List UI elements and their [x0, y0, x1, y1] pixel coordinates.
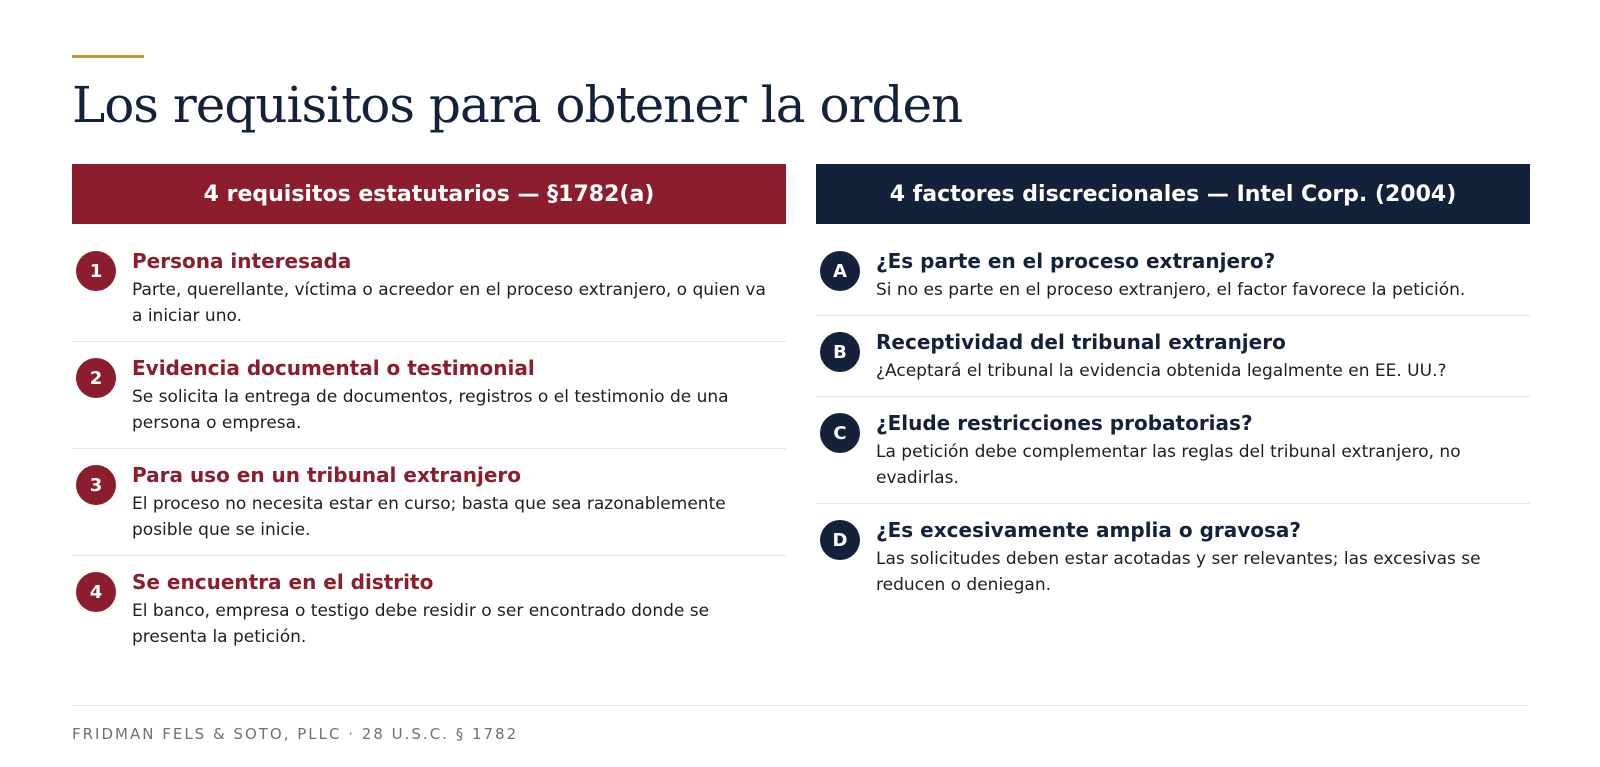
factor-item-d [816, 517, 1530, 610]
factor-item-c [816, 410, 1530, 504]
number-badge: 2 [76, 358, 116, 398]
factor-description: La petición debe complementar las reglas del tribunal extranjero, no evadirlas. [876, 442, 1461, 488]
requirement-description: Parte, querellante, víctima o acreedor en el proceso extranjero, o quien va a iniciar uno. [132, 280, 766, 326]
requirement-item-3 [72, 462, 786, 556]
footer-divider [72, 705, 1528, 706]
requirement-description: El banco, empresa o testigo debe residir o ser encontrado donde se presenta la petición. [132, 601, 710, 647]
factor-description: Las solicitudes deben estar acotadas y ser relevantes; las excesivas se reducen o deniegan. [876, 549, 1481, 595]
number-badge: 1 [76, 251, 116, 291]
requirement-description: Se solicita la entrega de documentos, registros o el testimonio de una persona o empresa. [132, 387, 729, 433]
factor-item-a [816, 248, 1530, 316]
letter-badge: A [820, 251, 860, 291]
page-title: Los requisitos para obtener la orden [72, 76, 963, 134]
requirement-description: El proceso no necesita estar en curso; basta que sea razonablemente posible que se inicie. [132, 494, 726, 540]
footer-citation: FRIDMAN FELS & SOTO, PLLC · 28 U.S.C. § 1782 [72, 725, 519, 743]
statutory-requirements-header: 4 requisitos estatutarios — §1782(a) [72, 164, 786, 224]
factor-title: Receptividad del tribunal extranjero [876, 330, 1286, 354]
letter-badge: D [820, 520, 860, 560]
factor-title: ¿Es parte en el proceso extranjero? [876, 249, 1276, 273]
discretionary-factors-column [816, 164, 1530, 623]
statutory-requirements-list [72, 224, 786, 662]
title-accent-rule [72, 55, 144, 58]
factor-item-b [816, 329, 1530, 397]
requirement-title: Persona interesada [132, 249, 352, 273]
requirement-title: Para uso en un tribunal extranjero [132, 463, 522, 487]
requirement-item-4 [72, 569, 786, 662]
factor-title: ¿Elude restricciones probatorias? [876, 411, 1253, 435]
factor-description: ¿Aceptará el tribunal la evidencia obtenida legalmente en EE. UU.? [876, 361, 1447, 381]
discretionary-factors-header: 4 factores discrecionales — Intel Corp. (2004) [816, 164, 1530, 224]
discretionary-factors-list [816, 224, 1530, 610]
letter-badge: B [820, 332, 860, 372]
number-badge: 4 [76, 572, 116, 612]
letter-badge: C [820, 413, 860, 453]
requirement-title: Se encuentra en el distrito [132, 570, 434, 594]
statutory-requirements-column [72, 164, 786, 675]
requirement-item-1 [72, 248, 786, 342]
factor-title: ¿Es excesivamente amplia o gravosa? [876, 518, 1302, 542]
factor-description: Si no es parte en el proceso extranjero, el factor favorece la petición. [876, 280, 1466, 300]
requirement-title: Evidencia documental o testimonial [132, 356, 535, 380]
requirement-item-2 [72, 355, 786, 449]
number-badge: 3 [76, 465, 116, 505]
